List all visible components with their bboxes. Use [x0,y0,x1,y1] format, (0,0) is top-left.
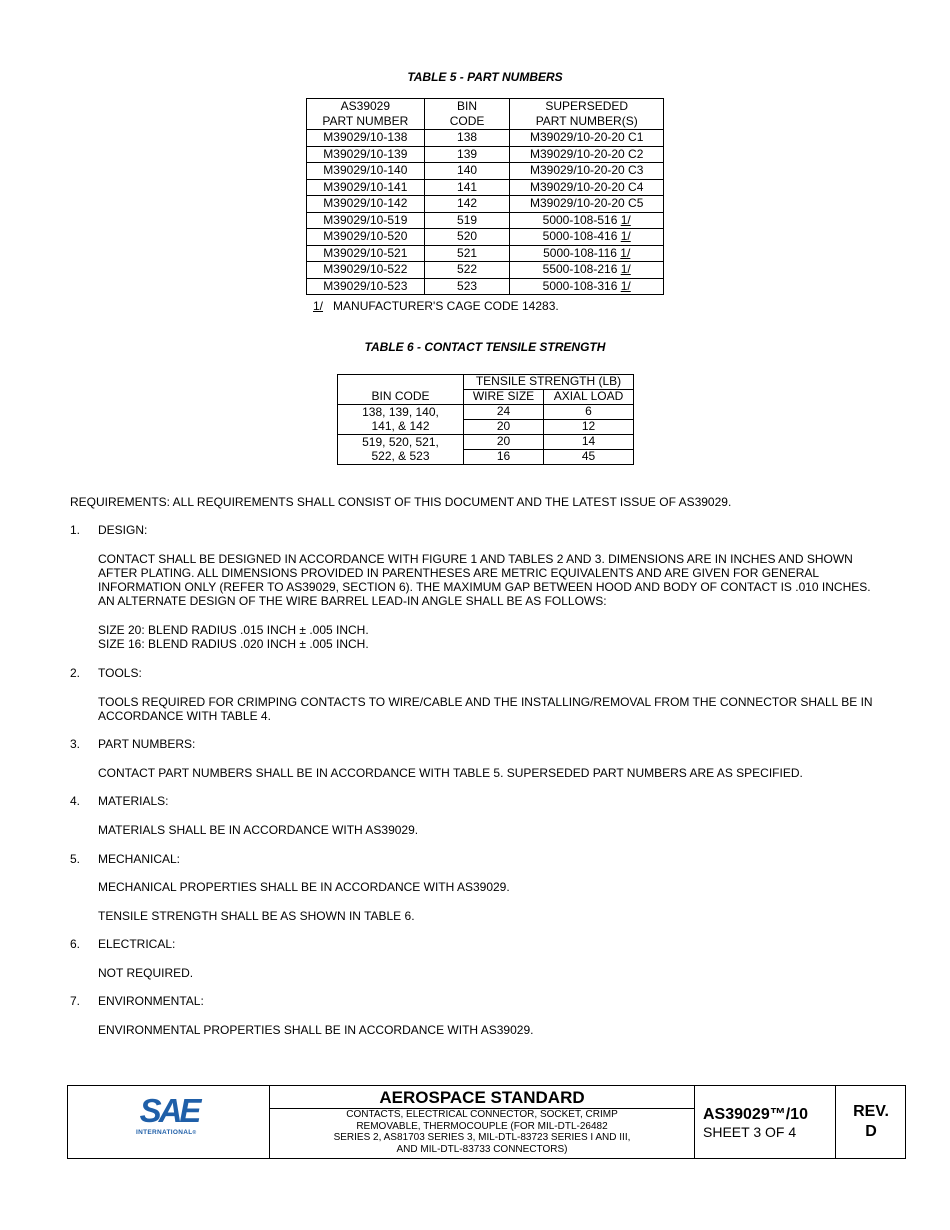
table5-caption: TABLE 5 - PART NUMBERS [407,70,563,84]
footnote-ref: 1/ [620,262,631,277]
table5-cell: M39029/10-20-20 C5 [510,196,664,213]
table6-cell: 24 [464,405,544,420]
table6-cell: 6 [544,405,634,420]
electrical-paragraph: NOT REQUIRED. [98,966,194,980]
title-block [67,1085,906,1159]
table5-cell: M39029/10-140 [307,163,425,180]
table6-corner [338,375,464,390]
section-title-tools: TOOLS: [98,666,142,680]
table5-footnote [313,299,559,313]
table5-cell: 5500-108-216 1/ [510,262,664,279]
section-title-design: DESIGN: [98,523,148,537]
table5-cell: M39029/10-138 [307,130,425,147]
section-number: 1. [70,523,81,537]
table-row [307,163,664,180]
design-paragraph: CONTACT SHALL BE DESIGNED IN ACCORDANCE WITH FIGURE 1 AND TABLES 2 AND 3. DIMENSIONS ARE IN INCHES AND SHOWN AFTER PLATING. ALL DIMENSIONS PROVIDED IN PARENTHESES ARE METRIC EQUIVALENTS AND ARE GIVEN FOR GENERAL INFORMATION ONLY (REFER TO AS39029, SECTION 6). THE MAXIMUM GAP BETWEEN HOOD AND BODY OF CONTACT IS .010 INCHES. AN ALTERNATE DESIGN OF THE WIRE BARREL LEAD-IN ANGLE SHALL BE AS FOLLOWS: [98,552,871,608]
requirements-statement: REQUIREMENTS: ALL REQUIREMENTS SHALL CONSIST OF THIS DOCUMENT AND THE LATEST ISSUE OF AS39029. [70,495,732,509]
table5-cell: 523 [424,278,510,295]
doc-number-cell [695,1086,836,1158]
table5-cell: M39029/10-20-20 C2 [510,146,664,163]
table5-cell: 140 [424,163,510,180]
table5-cell: 522 [424,262,510,279]
table5-cell: 141 [424,179,510,196]
mechanical-paragraph: MECHANICAL PROPERTIES SHALL BE IN ACCORDANCE WITH AS39029. [98,880,510,894]
table-row [307,179,664,196]
aerospace-standard-heading: AEROSPACE STANDARD [270,1088,694,1109]
rev-label: REV. [853,1103,889,1120]
section-number: 6. [70,937,81,951]
footnote-mark: 1/ [313,299,324,313]
table5-header-cell: BIN CODE [424,99,510,130]
logo-cell [68,1086,270,1158]
sheet-number: SHEET 3 OF 4 [703,1124,797,1140]
table6-cell: 14 [544,435,634,450]
table-row [307,262,664,279]
table-row [307,278,664,295]
table5-cell: M39029/10-523 [307,278,425,295]
table5-cell: 5000-108-116 1/ [510,245,664,262]
table-row [307,130,664,147]
table6 [337,374,634,465]
table5-header-cell: SUPERSEDED PART NUMBER(S) [510,99,664,130]
section-title-mechanical: MECHANICAL: [98,852,181,866]
table5-cell: M39029/10-520 [307,229,425,246]
footnote-ref: 1/ [620,278,631,293]
table-row [307,229,664,246]
table6-cell: 16 [464,450,544,465]
sae-logo-sub: INTERNATIONAL® [136,1129,197,1136]
table5-cell: M39029/10-521 [307,245,425,262]
section-number: 5. [70,852,81,866]
table5-cell: M39029/10-20-20 C4 [510,179,664,196]
table5-cell: M39029/10-142 [307,196,425,213]
table5-cell: 520 [424,229,510,246]
document-number: AS39029™/10 [703,1106,808,1123]
description-cell [270,1086,695,1158]
table-row [307,196,664,213]
section-number: 4. [70,794,81,808]
table5-cell: 5000-108-316 1/ [510,278,664,295]
table5-header-cell: AS39029 PART NUMBER [307,99,425,130]
table-row [307,146,664,163]
table6-caption: TABLE 6 - CONTACT TENSILE STRENGTH [364,340,606,354]
table5-cell: M39029/10-20-20 C3 [510,163,664,180]
table5-cell: 519 [424,212,510,229]
sae-logo: SAE [139,1092,199,1129]
revision-cell [836,1086,906,1158]
design-blend-size16: SIZE 16: BLEND RADIUS .020 INCH ± .005 INCH. [98,637,369,651]
section-title-electrical: ELECTRICAL: [98,937,176,951]
table5-cell: 5000-108-416 1/ [510,229,664,246]
footnote-ref: 1/ [620,229,631,244]
table5-cell: M39029/10-519 [307,212,425,229]
table6-cell: 45 [544,450,634,465]
materials-paragraph: MATERIALS SHALL BE IN ACCORDANCE WITH AS39029. [98,823,419,837]
table5 [306,98,664,295]
footnote-ref: 1/ [620,212,631,227]
table6-bin-cell: 138, 139, 140, 141, & 142 [338,405,464,435]
table6-cell: 20 [464,435,544,450]
table6-col-bin: BIN CODE [338,390,464,405]
table6-group-header: TENSILE STRENGTH (LB) [464,375,634,390]
table5-cell: M39029/10-20-20 C1 [510,130,664,147]
section-title-environmental: ENVIRONMENTAL: [98,994,204,1008]
table6-col-wire: WIRE SIZE [464,390,544,405]
document-description: CONTACTS, ELECTRICAL CONNECTOR, SOCKET, CRIMP REMOVABLE, THERMOCOUPLE (FOR MIL-DTL-26482 SERIES 2, AS81703 SERIES 3, MIL-DTL-83723 SERIES I AND III, AND MIL-DTL-83733 CONNECTORS) [333,1109,631,1155]
section-number: 7. [70,994,81,1008]
footnote-text: MANUFACTURER'S CAGE CODE 14283. [333,299,559,313]
footnote-ref: 1/ [620,245,631,260]
design-blend-size20: SIZE 20: BLEND RADIUS .015 INCH ± .005 INCH. [98,623,369,637]
table5-cell: M39029/10-141 [307,179,425,196]
table5-cell: 138 [424,130,510,147]
table6-cell: 12 [544,420,634,435]
tensile-paragraph: TENSILE STRENGTH SHALL BE AS SHOWN IN TABLE 6. [98,909,415,923]
section-title-part-numbers: PART NUMBERS: [98,737,196,751]
part-numbers-paragraph: CONTACT PART NUMBERS SHALL BE IN ACCORDANCE WITH TABLE 5. SUPERSEDED PART NUMBERS ARE AS SPECIFIED. [98,766,803,780]
tools-paragraph: TOOLS REQUIRED FOR CRIMPING CONTACTS TO WIRE/CABLE AND THE INSTALLING/REMOVAL FROM THE CONNECTOR SHALL BE IN ACCORDANCE WITH TABLE 4. [98,695,873,723]
section-number: 3. [70,737,81,751]
table6-bin-cell: 519, 520, 521, 522, & 523 [338,435,464,465]
table5-cell: 142 [424,196,510,213]
table6-cell: 20 [464,420,544,435]
table5-cell: 139 [424,146,510,163]
table-row [307,212,664,229]
table5-cell: 5000-108-516 1/ [510,212,664,229]
table-row [307,245,664,262]
table6-col-axial: AXIAL LOAD [544,390,634,405]
section-number: 2. [70,666,81,680]
section-title-materials: MATERIALS: [98,794,169,808]
table5-cell: M39029/10-522 [307,262,425,279]
table5-cell: 521 [424,245,510,262]
environmental-paragraph: ENVIRONMENTAL PROPERTIES SHALL BE IN ACCORDANCE WITH AS39029. [98,1023,534,1037]
rev-value: D [865,1123,877,1140]
table5-cell: M39029/10-139 [307,146,425,163]
